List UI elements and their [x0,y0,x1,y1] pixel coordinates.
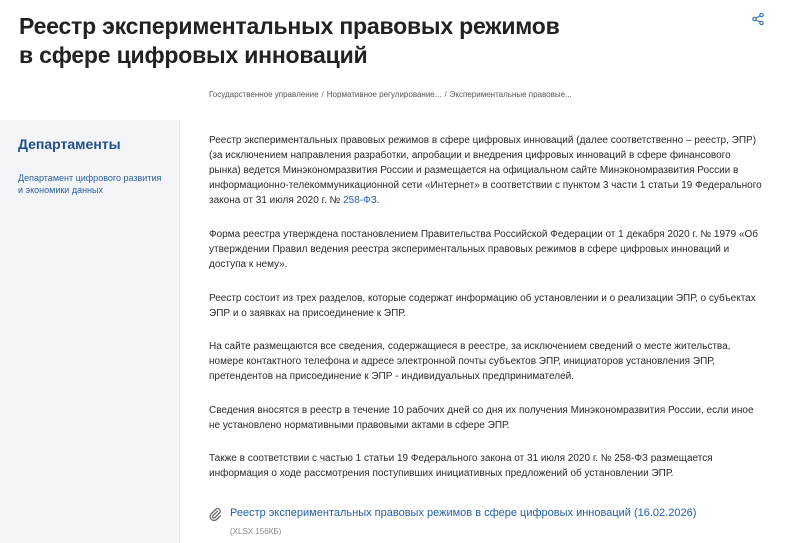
attachment-file-info: (XLSX 156КБ) [230,527,282,536]
breadcrumb-item-regulation[interactable]: Нормативное регулирование... [326,90,442,99]
paragraph-intro [209,133,765,208]
main-content [209,133,765,495]
paragraph-intro-text: Реестр экспериментальных правовых режимов в сфере цифровых инноваций (далее соответственно – реестр, ЭПР) (за исключением направления разработки, апробации и внедрения цифровых инноваций в сфере финансового рынка) ведется Минэкономразвития России и размещается на официальном сайте Минэкономразвития России в информационно-телекоммуникационной сети «Интернет» в соответствии с пунктом 3 части 1 статьи 19 Федерального закона от 31 июля 2020 г. № [209,135,762,206]
share-icon [751,12,765,26]
paragraph-proposals: Также в соответствии с частью 1 статьи 19 Федерального закона от 31 июля 2020 г. № 258-ФЗ размещается информация о ходе рассмотрения поступивших инициативных предложений об установлении ЭПР. [209,453,713,479]
paragraph-published: На сайте размещаются все сведения, содержащиеся в реестре, за исключением сведений о месте жительства, номере контактного телефона и адресе электронной почты субъектов ЭПР, инициаторов установления ЭПР, претендентов на присоединение к ЭПР - индивидуальных предпринимателей. [209,341,731,382]
law-258-link[interactable]: 258-ФЗ [343,195,377,206]
breadcrumb-separator: / [444,90,447,99]
breadcrumb-item-experimental-regimes[interactable]: Экспериментальные правовые... [449,90,572,99]
breadcrumb-item-government[interactable]: Государственное управление [209,90,319,99]
paperclip-icon [208,507,222,521]
paragraph-form: Форма реестра утверждена постановлением Правительства Российской Федерации от 1 декабря 2020 г. № 1979 «Об утверждении Правил ведения реестра экспериментальных правовых режимов в сфере цифровых инноваций и доступа к нему». [209,229,759,270]
sidebar-item-department[interactable]: Департамент цифрового развития и экономики данных [18,173,162,195]
page-title: Реестр экспериментальных правовых режимов в сфере цифровых инноваций [19,13,560,68]
share-button[interactable] [749,10,767,28]
breadcrumb [209,89,572,100]
paragraph-sections: Реестр состоит из трех разделов, которые содержат информацию об установлении и о реализации ЭПР, о субъектах ЭПР и о заявках на присоединение к ЭПР. [209,293,756,319]
breadcrumb-separator: / [321,90,324,99]
sidebar-heading: Департаменты [18,136,121,152]
attachment-download-link[interactable]: Реестр экспериментальных правовых режимов в сфере цифровых инноваций (16.02.2026) [230,507,697,519]
paragraph-deadline: Сведения вносятся в реестр в течение 10 рабочих дней со дня их получения Минэкономразвития России, если иное не установлено нормативными правовыми актами в сфере ЭПР. [209,405,754,431]
paragraph-intro-end: . [376,195,380,206]
sidebar [0,120,180,543]
